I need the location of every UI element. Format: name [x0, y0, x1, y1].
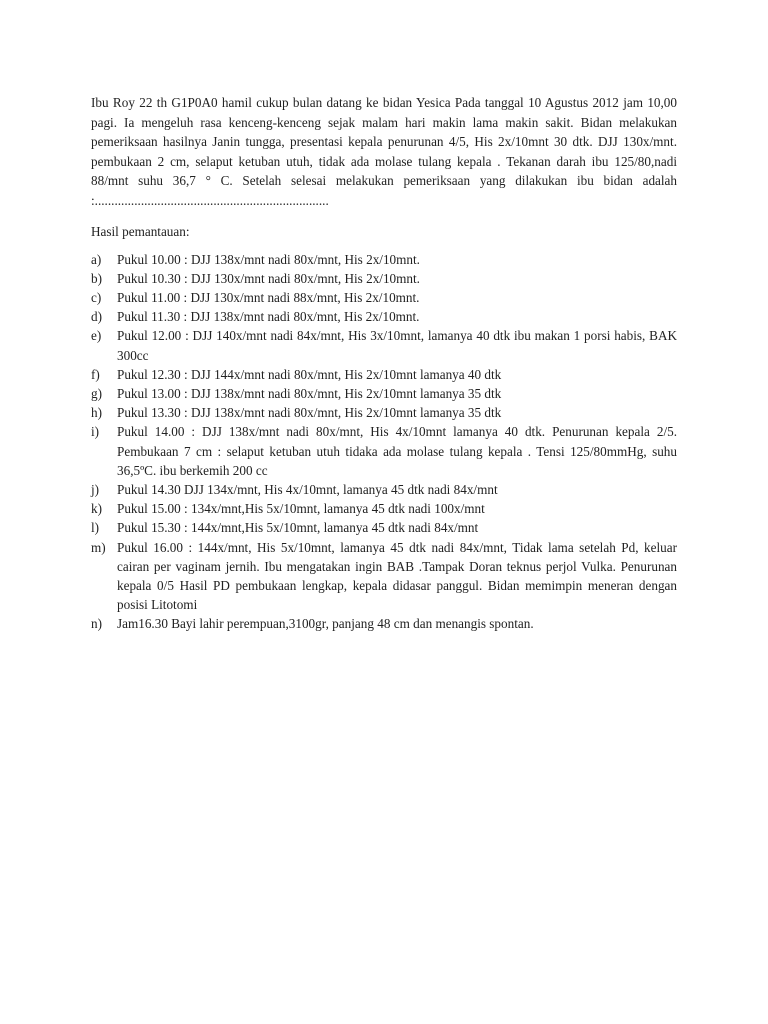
entry-letter: g) — [91, 385, 102, 401]
entry-text: Pukul 13.00 : DJJ 138x/mnt nadi 80x/mnt, His 2x/10mnt lamanya 35 dtk — [117, 385, 502, 401]
entry-letter: d) — [91, 309, 102, 325]
entry-text: Pukul 10.30 : DJJ 130x/mnt nadi 80x/mnt, His 2x/10mnt. — [117, 270, 420, 286]
entry-text: Pukul 14.30 DJJ 134x/mnt, His 4x/10mnt, lamanya 45 dtk nadi 84x/mnt — [117, 481, 498, 497]
entry-letter: i) — [91, 424, 100, 440]
entry-letter: m) — [91, 539, 106, 555]
entry-letter: b) — [91, 270, 102, 286]
monitoring-entry-l — [91, 518, 677, 537]
entry-text: Pukul 10.00 : DJJ 138x/mnt nadi 80x/mnt, His 2x/10mnt. — [117, 251, 420, 267]
monitoring-entry-b — [91, 269, 677, 288]
entry-text: Jam16.30 Bayi lahir perempuan,3100gr, panjang 48 cm dan menangis spontan. — [117, 616, 534, 632]
entry-letter: e) — [91, 328, 102, 344]
case-description-paragraph: Ibu Roy 22 th G1P0A0 hamil cukup bulan datang ke bidan Yesica Pada tanggal 10 Agustus 2012 jam 10,00 pagi. Ia mengeluh rasa kenceng-kenceng sejak malam hari makin lama makin sakit. Bidan melakukan pemeriksaan hasilnya Janin tungga, presentasi kepala penurunan 4/5, His 2x/10mnt 30 dtk. DJJ 130x/mnt. pembukaan 2 cm, selaput ketuban utuh, tidak ada molase tulang kepala . Tekanan darah ibu 125/80,nadi 88/mnt suhu 36,7 ° C. Setelah selesai melakukan pemeriksaan yang dilakukan ibu bidan adalah :....................................................................... — [91, 95, 677, 208]
monitoring-entry-e — [91, 326, 677, 364]
entry-letter: f) — [91, 366, 100, 382]
entry-text: Pukul 14.00 : DJJ 138x/mnt nadi 80x/mnt, His 4x/10mnt lamanya 40 dtk. Penurunan kepala 2/5. Pembukaan 7 cm : selaput ketuban utuh tidaka ada molase tulang kepala . Tensi 125/80mmHg, suhu 36,5ºC. ibu berkemih 200 cc — [117, 424, 677, 478]
document-page — [91, 93, 677, 634]
entry-letter: l) — [91, 520, 100, 536]
monitoring-entry-c — [91, 288, 677, 307]
entry-text: Pukul 12.00 : DJJ 140x/mnt nadi 84x/mnt, His 3x/10mnt, lamanya 40 dtk ibu makan 1 porsi habis, BAK 300cc — [117, 328, 677, 363]
monitoring-results-heading: Hasil pemantauan: — [91, 224, 190, 239]
entry-text: Pukul 13.30 : DJJ 138x/mnt nadi 80x/mnt, His 2x/10mnt lamanya 35 dtk — [117, 405, 502, 421]
monitoring-entry-h — [91, 403, 677, 422]
monitoring-entry-f — [91, 365, 677, 384]
monitoring-list — [91, 250, 677, 634]
entry-text: Pukul 12.30 : DJJ 144x/mnt nadi 80x/mnt, His 2x/10mnt lamanya 40 dtk — [117, 366, 502, 382]
monitoring-entry-a — [91, 250, 677, 269]
entry-text: Pukul 15.00 : 134x/mnt,His 5x/10mnt, lamanya 45 dtk nadi 100x/mnt — [117, 501, 485, 517]
entry-text: Pukul 16.00 : 144x/mnt, His 5x/10mnt, lamanya 45 dtk nadi 84x/mnt, Tidak lama setelah Pd, keluar cairan per vaginam jernih. Ibu mengatakan ingin BAB .Tampak Doran teknus perjol Vulka. Penurunan kepala 0/5 Hasil PD pembukaan lengkap, kepala didasar panggul. Bidan memimpin meneran dengan posisi Litotomi — [117, 539, 677, 613]
monitoring-entry-d — [91, 307, 677, 326]
entry-letter: h) — [91, 405, 102, 421]
entry-text: Pukul 11.30 : DJJ 138x/mnt nadi 80x/mnt, His 2x/10mnt. — [117, 309, 420, 325]
entry-text: Pukul 11.00 : DJJ 130x/mnt nadi 88x/mnt, His 2x/10mnt. — [117, 289, 420, 305]
monitoring-entry-i — [91, 422, 677, 480]
monitoring-entry-m — [91, 538, 677, 615]
entry-letter: k) — [91, 501, 102, 517]
entry-letter: n) — [91, 616, 102, 632]
monitoring-entry-n — [91, 614, 677, 633]
entry-text: Pukul 15.30 : 144x/mnt,His 5x/10mnt, lamanya 45 dtk nadi 84x/mnt — [117, 520, 479, 536]
entry-letter: c) — [91, 289, 102, 305]
entry-letter: a) — [91, 251, 102, 267]
monitoring-entry-g — [91, 384, 677, 403]
monitoring-entry-k — [91, 499, 677, 518]
monitoring-entry-j — [91, 480, 677, 499]
entry-letter: j) — [91, 481, 100, 497]
